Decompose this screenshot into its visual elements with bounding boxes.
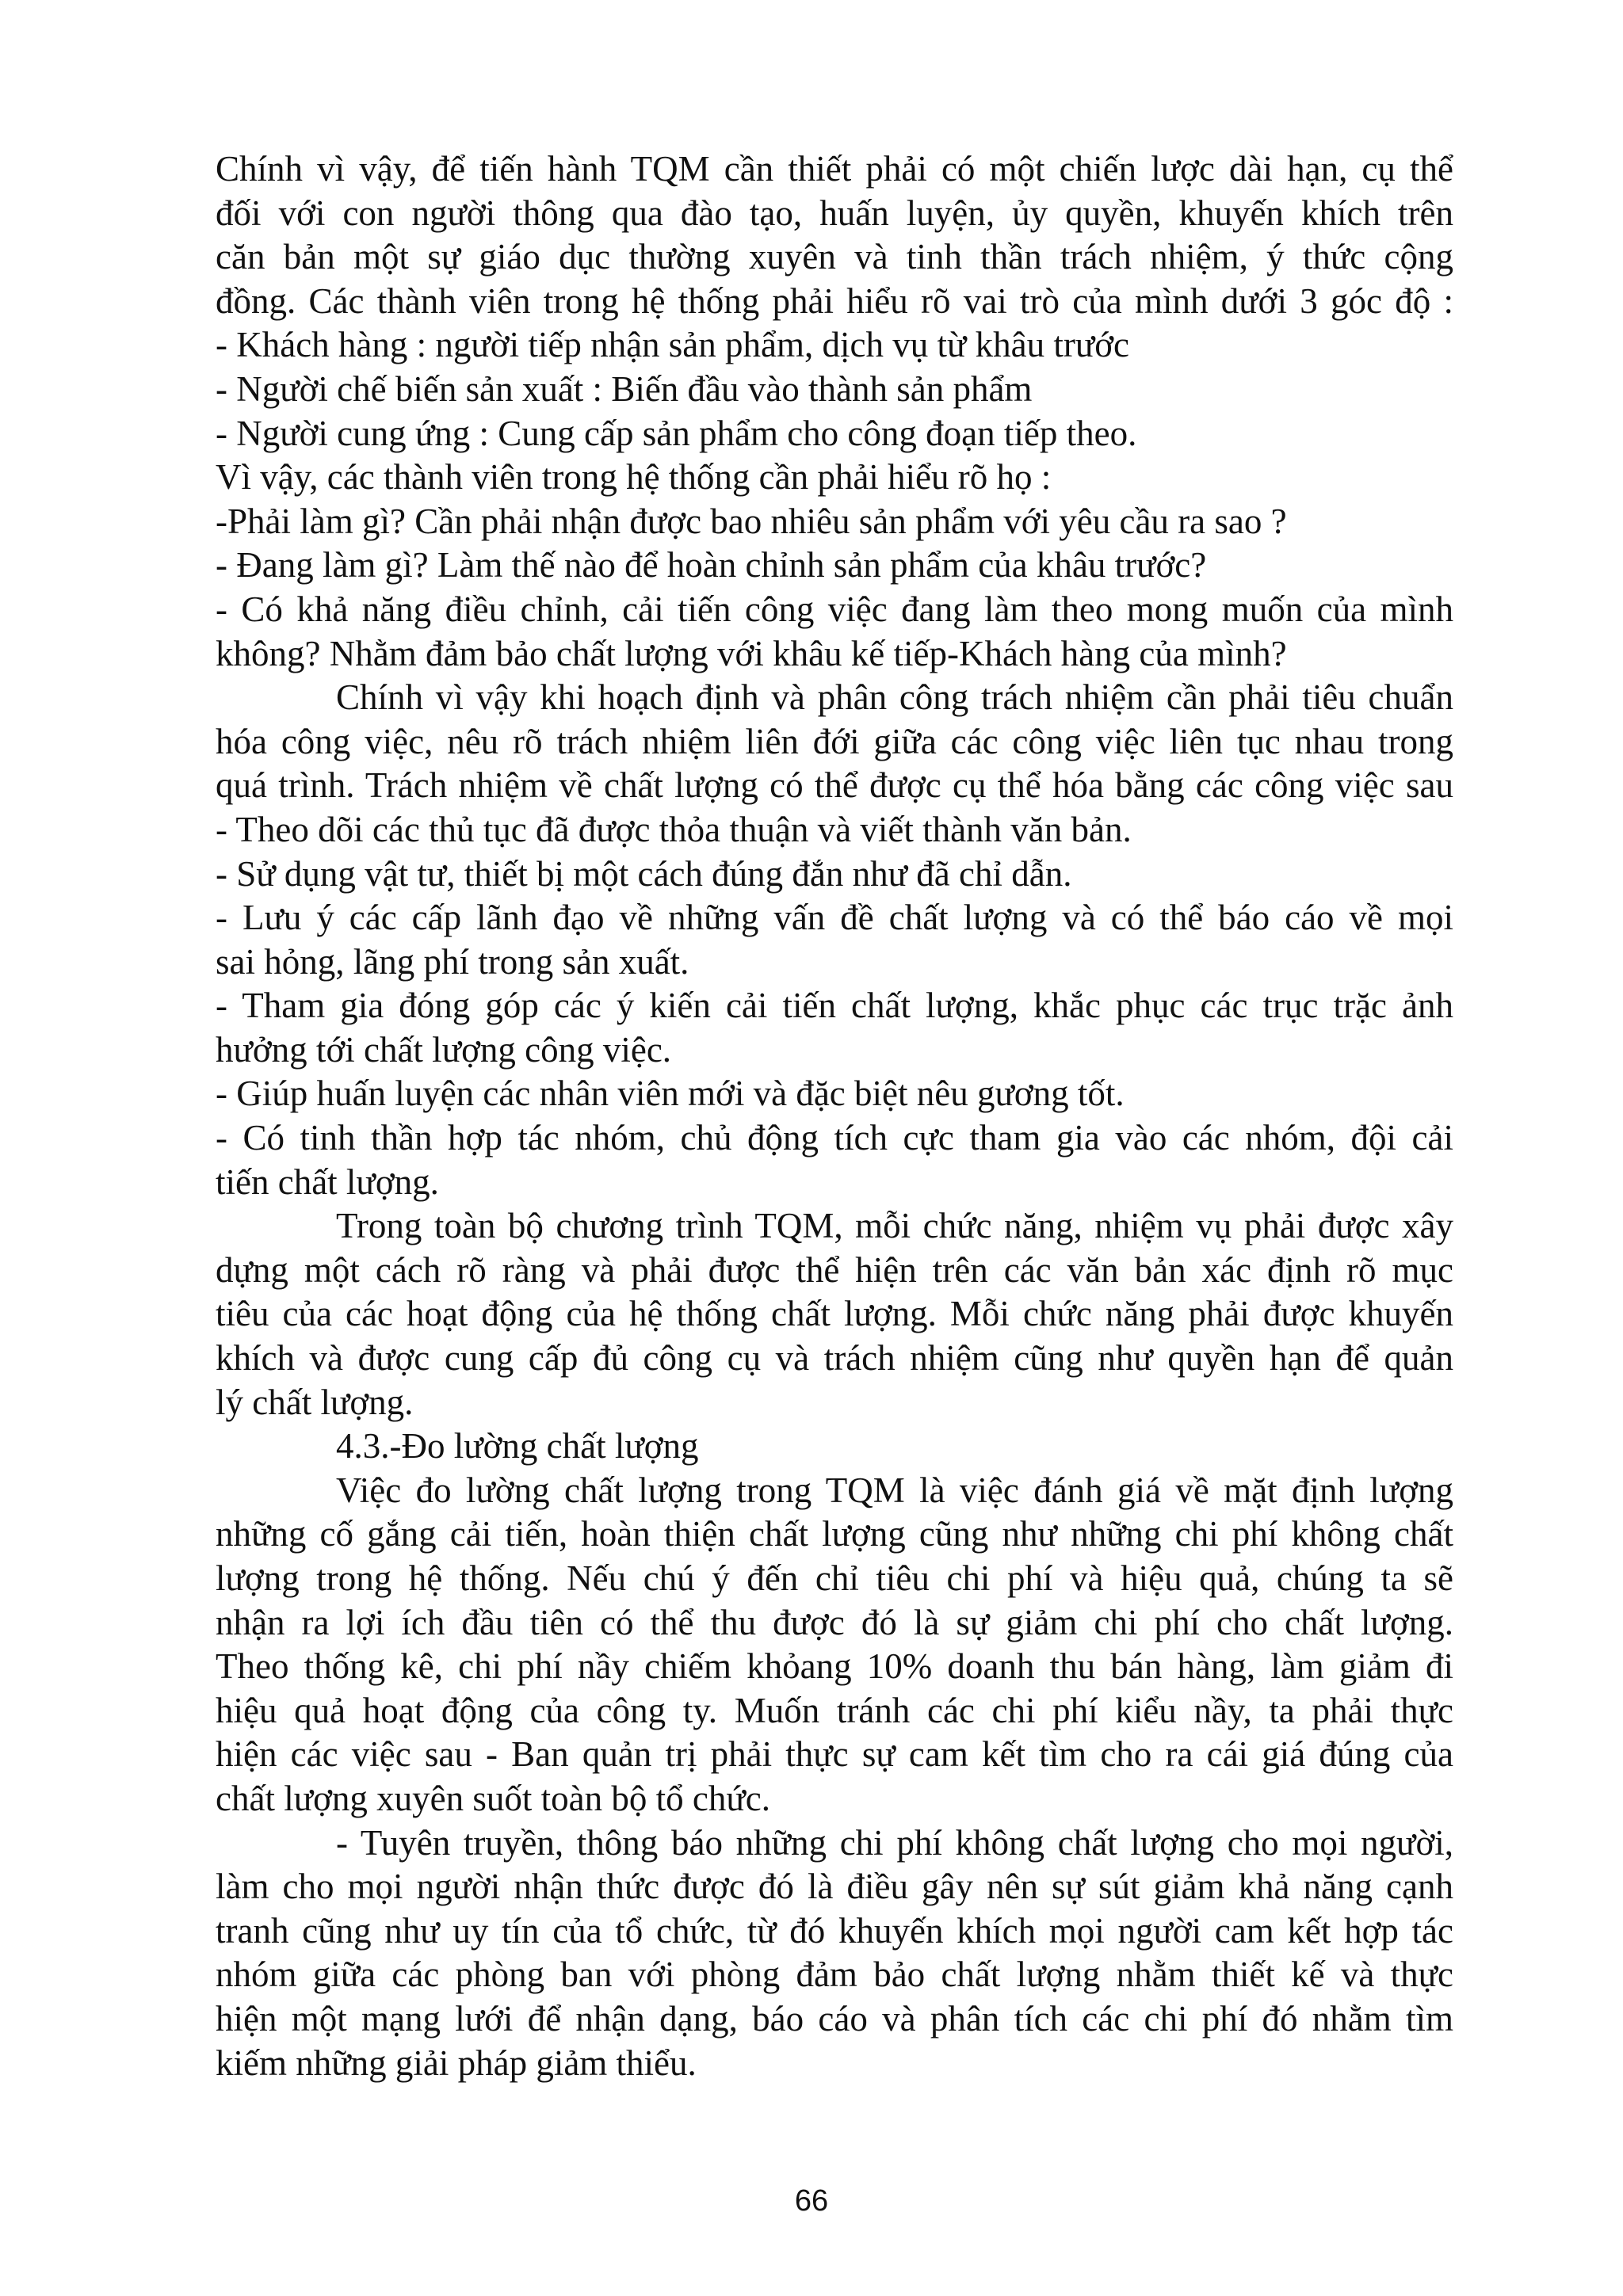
text-line: những cố gắng cải tiến, hoàn thiện chất lượng cũng như những chi phí không chất [216, 1514, 1453, 1554]
body-text [216, 147, 1453, 2085]
text-line: hiệu quả hoạt động của công ty. Muốn tránh các chi phí kiểu nầy, ta phải thực [216, 1690, 1453, 1730]
text-line: - Lưu ý các cấp lãnh đạo về những vấn đề chất lượng và có thể báo cáo về mọi [216, 898, 1453, 938]
text-line: - Theo dõi các thủ tục đã được thỏa thuận và viết thành văn bản. [216, 809, 1132, 849]
text-line: - Đang làm gì? Làm thế nào để hoàn chỉnh sản phẩm của khâu trước? [216, 545, 1207, 585]
text-line: sai hỏng, lãng phí trong sản xuất. [216, 941, 689, 982]
text-line: quá trình. Trách nhiệm về chất lượng có thể được cụ thể hóa bằng các công việc sau [216, 765, 1453, 806]
text-line: chất lượng xuyên suốt toàn bộ tổ chức. [216, 1778, 770, 1818]
text-line: - Giúp huấn luyện các nhân viên mới và đặc biệt nêu gương tốt. [216, 1074, 1125, 1114]
text-line: - Có tinh thần hợp tác nhóm, chủ động tích cực tham gia vào các nhóm, đội cải [216, 1118, 1453, 1158]
text-line: Trong toàn bộ chương trình TQM, mỗi chức năng, nhiệm vụ phải được xây [336, 1206, 1453, 1246]
text-line: nhận ra lợi ích đầu tiên có thể thu được đó là sự giảm chi phí cho chất lượng. [216, 1602, 1453, 1642]
text-line: - Tuyên truyền, thông báo những chi phí không chất lượng cho mọi người, [336, 1822, 1453, 1863]
text-line: hiện các việc sau - Ban quản trị phải thực sự cam kết tìm cho ra cái giá đúng của [216, 1734, 1453, 1775]
section-heading: 4.3.-Đo lường chất lượng [336, 1426, 699, 1466]
text-line: Vì vậy, các thành viên trong hệ thống cần phải hiểu rõ họ : [216, 457, 1052, 498]
text-line: - Khách hàng : người tiếp nhận sản phẩm, dịch vụ từ khâu trước [216, 325, 1129, 365]
text-line: tiêu của các hoạt động của hệ thống chất lượng. Mỗi chức năng phải được khuyến [216, 1294, 1453, 1334]
text-line: Theo thống kê, chi phí nầy chiếm khỏang 10% doanh thu bán hàng, làm giảm đi [216, 1646, 1453, 1687]
text-line: hiện một mạng lưới để nhận dạng, báo cáo và phân tích các chi phí đó nhằm tìm [216, 1998, 1453, 2039]
text-line: - Có khả năng điều chỉnh, cải tiến công việc đang làm theo mong muốn của mình [216, 589, 1453, 629]
text-line: nhóm giữa các phòng ban với phòng đảm bảo chất lượng nhằm thiết kế và thực [216, 1955, 1453, 1995]
text-line: Chính vì vậy khi hoạch định và phân công trách nhiệm cần phải tiêu chuẩn [336, 677, 1453, 718]
text-line: tranh cũng như uy tín của tổ chức, từ đó khuyến khích mọi người cam kết hợp tác [216, 1910, 1453, 1951]
text-line: - Sử dụng vật tư, thiết bị một cách đúng đắn như đã chỉ dẫn. [216, 853, 1072, 894]
text-line: kiếm những giải pháp giảm thiểu. [216, 2042, 697, 2083]
text-line: Chính vì vậy, để tiến hành TQM cần thiết phải có một chiến lược dài hạn, cụ thể [216, 149, 1453, 189]
text-line: - Người cung ứng : Cung cấp sản phẩm cho công đoạn tiếp theo. [216, 413, 1137, 453]
text-line: hưởng tới chất lượng công việc. [216, 1029, 672, 1070]
text-line: căn bản một sự giáo dục thường xuyên và tinh thần trách nhiệm, ý thức cộng [216, 237, 1453, 277]
text-line: lượng trong hệ thống. Nếu chú ý đến chỉ tiêu chi phí và hiệu quả, chúng ta sẽ [216, 1558, 1453, 1598]
text-line: Việc đo lường chất lượng trong TQM là việc đánh giá về mặt định lượng [336, 1470, 1453, 1510]
text-line: tiến chất lượng. [216, 1161, 439, 1202]
text-line: - Người chế biến sản xuất : Biến đầu vào thành sản phẩm [216, 368, 1033, 409]
text-line: đồng. Các thành viên trong hệ thống phải hiểu rõ vai trò của mình dưới 3 góc độ : [216, 280, 1453, 321]
text-line: -Phải làm gì? Cần phải nhận được bao nhiêu sản phẩm với yêu cầu ra sao ? [216, 501, 1287, 541]
text-line: hóa công việc, nêu rõ trách nhiệm liên đới giữa các công việc liên tục nhau trong [216, 721, 1453, 761]
text-line: làm cho mọi người nhận thức được đó là điều gây nên sự sút giảm khả năng cạnh [216, 1867, 1453, 1907]
text-line: dựng một cách rõ ràng và phải được thể hiện trên các văn bản xác định rõ mục [216, 1249, 1453, 1290]
text-line: khích và được cung cấp đủ công cụ và trách nhiệm cũng như quyền hạn để quản [216, 1338, 1453, 1379]
text-line: lý chất lượng. [216, 1382, 414, 1422]
text-line: đối với con người thông qua đào tạo, huấn luyện, ủy quyền, khuyến khích trên [216, 193, 1453, 233]
text-line: - Tham gia đóng góp các ý kiến cải tiến chất lượng, khắc phục các trục trặc ảnh [216, 986, 1453, 1026]
page-number: 66 [794, 2184, 829, 2218]
text-line: không? Nhằm đảm bảo chất lượng với khâu kế tiếp-Khách hàng của mình? [216, 633, 1287, 673]
